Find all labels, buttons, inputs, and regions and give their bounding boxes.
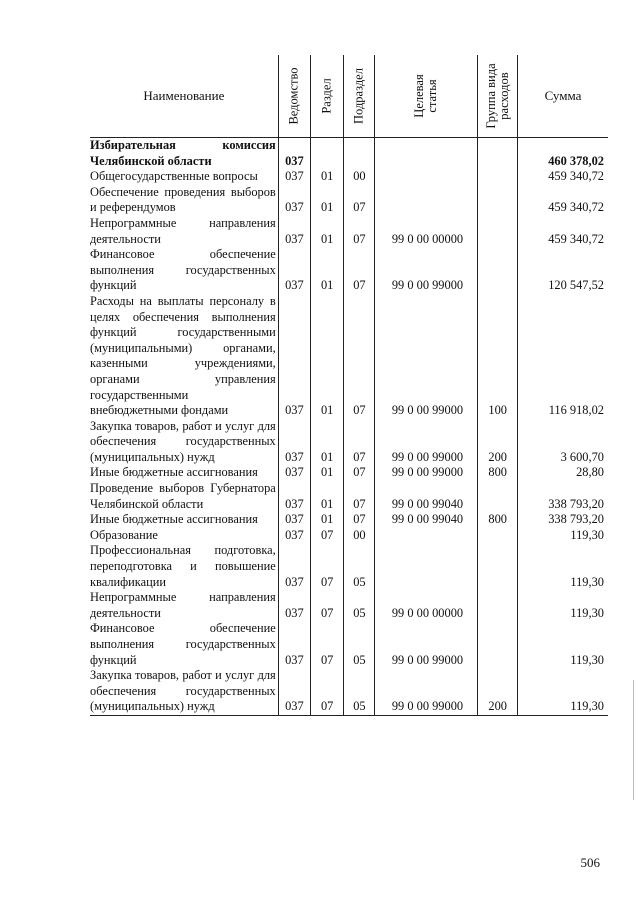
row-gruppa: 100	[478, 294, 518, 419]
row-summa: 28,80	[517, 465, 608, 481]
row-podrazdel: 07	[344, 247, 375, 294]
row-razdel: 01	[311, 481, 344, 512]
row-razdel: 07	[311, 590, 344, 621]
row-razdel: 01	[311, 294, 344, 419]
row-razdel: 01	[311, 216, 344, 247]
table-row	[90, 216, 608, 247]
row-gruppa	[478, 185, 518, 216]
row-podrazdel	[344, 138, 375, 170]
row-vedomstvo: 037	[278, 590, 310, 621]
row-summa: 338 793,20	[517, 512, 608, 528]
row-vedomstvo: 037	[278, 247, 310, 294]
row-name: Общегосударственные вопросы	[90, 169, 258, 184]
row-summa: 120 547,52	[517, 247, 608, 294]
row-celevaya: 99 0 00 99000	[375, 419, 478, 466]
row-name: Расходы на выплаты персоналу в целях обеспечения выполнения функций государственными (муниципальными) органами, казенными учреждениями, органами управления государственными внебюджетными фондами	[90, 293, 276, 418]
table-row	[90, 294, 608, 419]
row-vedomstvo: 037	[278, 621, 310, 668]
row-razdel: 01	[311, 512, 344, 528]
table-row	[90, 543, 608, 590]
row-vedomstvo: 037	[278, 185, 310, 216]
row-name: Проведение выборов Губернатора Челябинской области	[90, 481, 276, 511]
row-vedomstvo: 037	[278, 668, 310, 715]
row-gruppa	[478, 216, 518, 247]
row-vedomstvo: 037	[278, 169, 310, 185]
row-name: Финансовое обеспечение выполнения государственных функций	[90, 247, 276, 293]
row-vedomstvo: 037	[278, 543, 310, 590]
row-vedomstvo: 037	[278, 138, 310, 170]
row-podrazdel: 05	[344, 621, 375, 668]
header-podrazdel-cell	[344, 55, 375, 138]
table-row	[90, 481, 608, 512]
row-summa: 119,30	[517, 590, 608, 621]
header-summa: Сумма	[517, 55, 608, 138]
table-row	[90, 512, 608, 528]
header-celevaya-cell	[375, 55, 478, 138]
row-podrazdel: 07	[344, 481, 375, 512]
row-summa: 3 600,70	[517, 419, 608, 466]
table-row	[90, 185, 608, 216]
row-gruppa: 200	[478, 419, 518, 466]
row-razdel: 07	[311, 621, 344, 668]
table-header-row	[90, 55, 608, 138]
row-name: Закупка товаров, работ и услуг для обеспечения государственных (муниципальных) нужд	[90, 418, 276, 464]
row-podrazdel: 07	[344, 185, 375, 216]
row-celevaya: 99 0 00 99000	[375, 465, 478, 481]
row-gruppa	[478, 247, 518, 294]
table-body	[90, 138, 608, 716]
row-gruppa: 200	[478, 668, 518, 715]
row-summa: 459 340,72	[517, 216, 608, 247]
header-razdel-cell	[311, 55, 344, 138]
header-gruppa-cell	[478, 55, 518, 138]
row-razdel: 01	[311, 419, 344, 466]
row-podrazdel: 00	[344, 169, 375, 185]
scan-artifact-line	[633, 680, 634, 800]
row-celevaya: 99 0 00 99000	[375, 294, 478, 419]
row-razdel: 07	[311, 528, 344, 544]
row-celevaya	[375, 185, 478, 216]
row-gruppa	[478, 528, 518, 544]
row-razdel: 01	[311, 169, 344, 185]
row-gruppa: 800	[478, 512, 518, 528]
header-name: Наименование	[90, 55, 278, 138]
row-podrazdel: 07	[344, 294, 375, 419]
row-name: Непрограммные направления деятельности	[90, 215, 276, 246]
table-row	[90, 590, 608, 621]
row-celevaya: 99 0 00 99040	[375, 481, 478, 512]
row-podrazdel: 07	[344, 419, 375, 466]
row-podrazdel: 05	[344, 668, 375, 715]
row-name: Профессиональная подготовка, переподготовка и повышение квалификации	[90, 543, 276, 589]
row-razdel: 01	[311, 185, 344, 216]
page-number: 506	[580, 855, 600, 870]
row-celevaya	[375, 543, 478, 590]
row-name: Иные бюджетные ассигнования	[90, 512, 258, 527]
row-celevaya: 99 0 00 00000	[375, 590, 478, 621]
table-row	[90, 668, 608, 715]
row-summa: 119,30	[517, 528, 608, 544]
row-gruppa	[478, 169, 518, 185]
row-vedomstvo: 037	[278, 465, 310, 481]
row-gruppa: 800	[478, 465, 518, 481]
row-summa: 119,30	[517, 668, 608, 715]
row-name: Финансовое обеспечение выполнения государственных функций	[90, 621, 276, 667]
row-celevaya	[375, 169, 478, 185]
row-razdel	[311, 138, 344, 170]
row-vedomstvo: 037	[278, 528, 310, 544]
table-row	[90, 621, 608, 668]
row-podrazdel: 05	[344, 590, 375, 621]
row-celevaya: 99 0 00 00000	[375, 216, 478, 247]
table-row	[90, 247, 608, 294]
row-razdel: 07	[311, 668, 344, 715]
header-gruppa: Группа вида расходов	[483, 63, 511, 129]
header-vedomstvo-cell	[278, 55, 310, 138]
table-row	[90, 169, 608, 185]
row-name: Непрограммные направления деятельности	[90, 590, 276, 620]
row-vedomstvo: 037	[278, 294, 310, 419]
row-summa: 119,30	[517, 621, 608, 668]
header-celevaya: Целевая статья	[412, 74, 440, 118]
header-podrazdel: Подраздел	[351, 68, 366, 124]
row-summa: 460 378,02	[517, 138, 608, 170]
row-vedomstvo: 037	[278, 481, 310, 512]
row-podrazdel: 00	[344, 528, 375, 544]
row-name: Иные бюджетные ассигнования	[90, 465, 258, 480]
row-podrazdel: 07	[344, 216, 375, 247]
row-celevaya: 99 0 00 99000	[375, 621, 478, 668]
row-summa: 338 793,20	[517, 481, 608, 512]
row-vedomstvo: 037	[278, 216, 310, 247]
row-razdel: 01	[311, 465, 344, 481]
row-gruppa	[478, 138, 518, 170]
row-celevaya	[375, 138, 478, 170]
header-vedomstvo: Ведомство	[286, 67, 301, 125]
row-name: Закупка товаров, работ и услуг для обеспечения государственных (муниципальных) нужд	[90, 668, 278, 715]
header-razdel: Раздел	[319, 78, 334, 114]
row-gruppa	[478, 621, 518, 668]
row-name: Образование	[90, 527, 158, 542]
table-row	[90, 138, 608, 170]
row-podrazdel: 05	[344, 543, 375, 590]
row-razdel: 01	[311, 247, 344, 294]
table-row	[90, 465, 608, 481]
row-gruppa	[478, 481, 518, 512]
table-row	[90, 528, 608, 544]
row-podrazdel: 07	[344, 512, 375, 528]
row-vedomstvo: 037	[278, 419, 310, 466]
row-gruppa	[478, 543, 518, 590]
row-summa: 116 918,02	[517, 294, 608, 419]
row-celevaya: 99 0 00 99000	[375, 668, 478, 715]
row-celevaya: 99 0 00 99040	[375, 512, 478, 528]
row-celevaya	[375, 528, 478, 544]
row-vedomstvo: 037	[278, 512, 310, 528]
budget-table	[90, 55, 608, 716]
row-razdel: 07	[311, 543, 344, 590]
row-summa: 459 340,72	[517, 169, 608, 185]
row-celevaya: 99 0 00 99000	[375, 247, 478, 294]
row-name: Избирательная комиссия Челябинской области	[90, 138, 276, 168]
row-podrazdel: 07	[344, 465, 375, 481]
row-gruppa	[478, 590, 518, 621]
row-name: Обеспечение проведения выборов и референдумов	[90, 184, 276, 215]
row-summa: 459 340,72	[517, 185, 608, 216]
row-summa: 119,30	[517, 543, 608, 590]
table-row	[90, 419, 608, 466]
